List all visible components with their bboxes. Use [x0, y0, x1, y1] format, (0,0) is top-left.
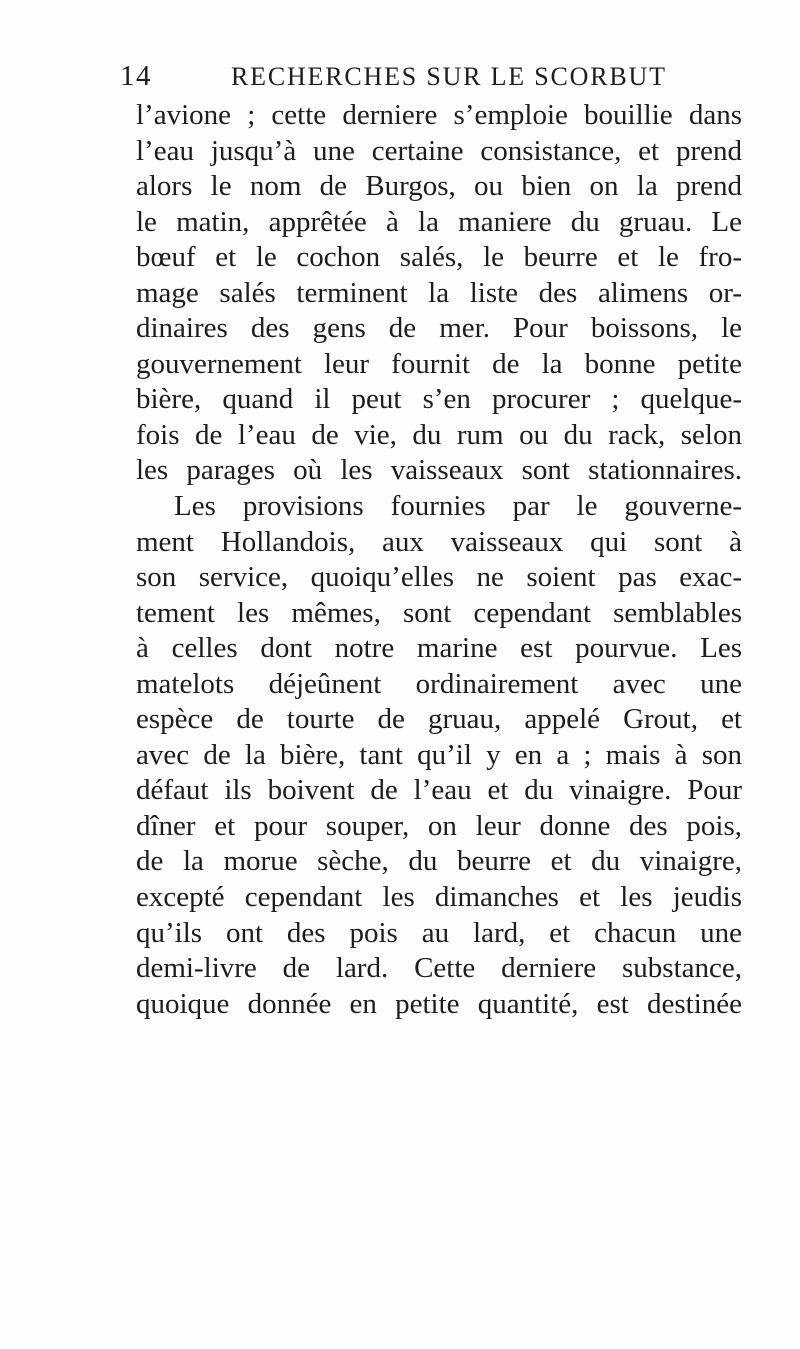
text-line: alors le nom de Burgos, ou bien on la prend [136, 170, 742, 203]
text-line: dinaires des gens de mer. Pour boissons, le [136, 312, 742, 345]
text-line: bière, quand il peut s’en procurer ; quelque- [136, 383, 742, 416]
text-line: tement les mêmes, sont cependant semblables [136, 596, 742, 629]
text-line: avec de la bière, tant qu’il y en a ; mais à son [136, 738, 742, 771]
text-line: les parages où les vaisseaux sont stationnaires. [136, 454, 742, 487]
text-line: bœuf et le cochon salés, le beurre et le fro- [136, 241, 742, 274]
text-line: qu’ils ont des pois au lard, et chacun une [136, 916, 742, 949]
text-line: demi-livre de lard. Cette derniere substance, [136, 952, 742, 985]
text-line: matelots déjeûnent ordinairement avec une [136, 667, 742, 700]
text-line: espèce de tourte de gruau, appelé Grout, et [136, 703, 742, 736]
text-line: à celles dont notre marine est pourvue. Les [136, 632, 742, 665]
text-line: excepté cependant les dimanches et les jeudis [136, 881, 742, 914]
text-line: de la morue sèche, du beurre et du vinaigre, [136, 845, 742, 878]
text-line: fois de l’eau de vie, du rum ou du rack, selon [136, 418, 742, 451]
page-number: 14 [120, 60, 152, 92]
text-line: défaut ils boivent de l’eau et du vinaigre. Pour [136, 774, 742, 807]
text-line: l’avione ; cette derniere s’emploie bouillie dans [136, 99, 742, 131]
text-line: quoique donnée en petite quantité, est destinée [136, 987, 742, 1020]
text-line: son service, quoiqu’elles ne soient pas exac- [136, 561, 742, 594]
text-line: ment Hollandois, aux vaisseaux qui sont à [136, 525, 742, 558]
text-line: Les provisions fournies par le gouverne- [174, 490, 742, 523]
running-title: RECHERCHES SUR LE SCORBUT [231, 62, 667, 91]
text-line: gouvernement leur fournit de la bonne petite [136, 347, 742, 380]
text-line: mage salés terminent la liste des alimens or- [136, 276, 742, 309]
body-text [136, 98, 742, 1022]
text-line: dîner et pour souper, on leur donne des pois, [136, 809, 742, 842]
text-line: le matin, apprêtée à la maniere du gruau. Le [136, 205, 742, 238]
page-header [120, 60, 720, 100]
text-line: l’eau jusqu’à une certaine consistance, et prend [136, 134, 742, 167]
